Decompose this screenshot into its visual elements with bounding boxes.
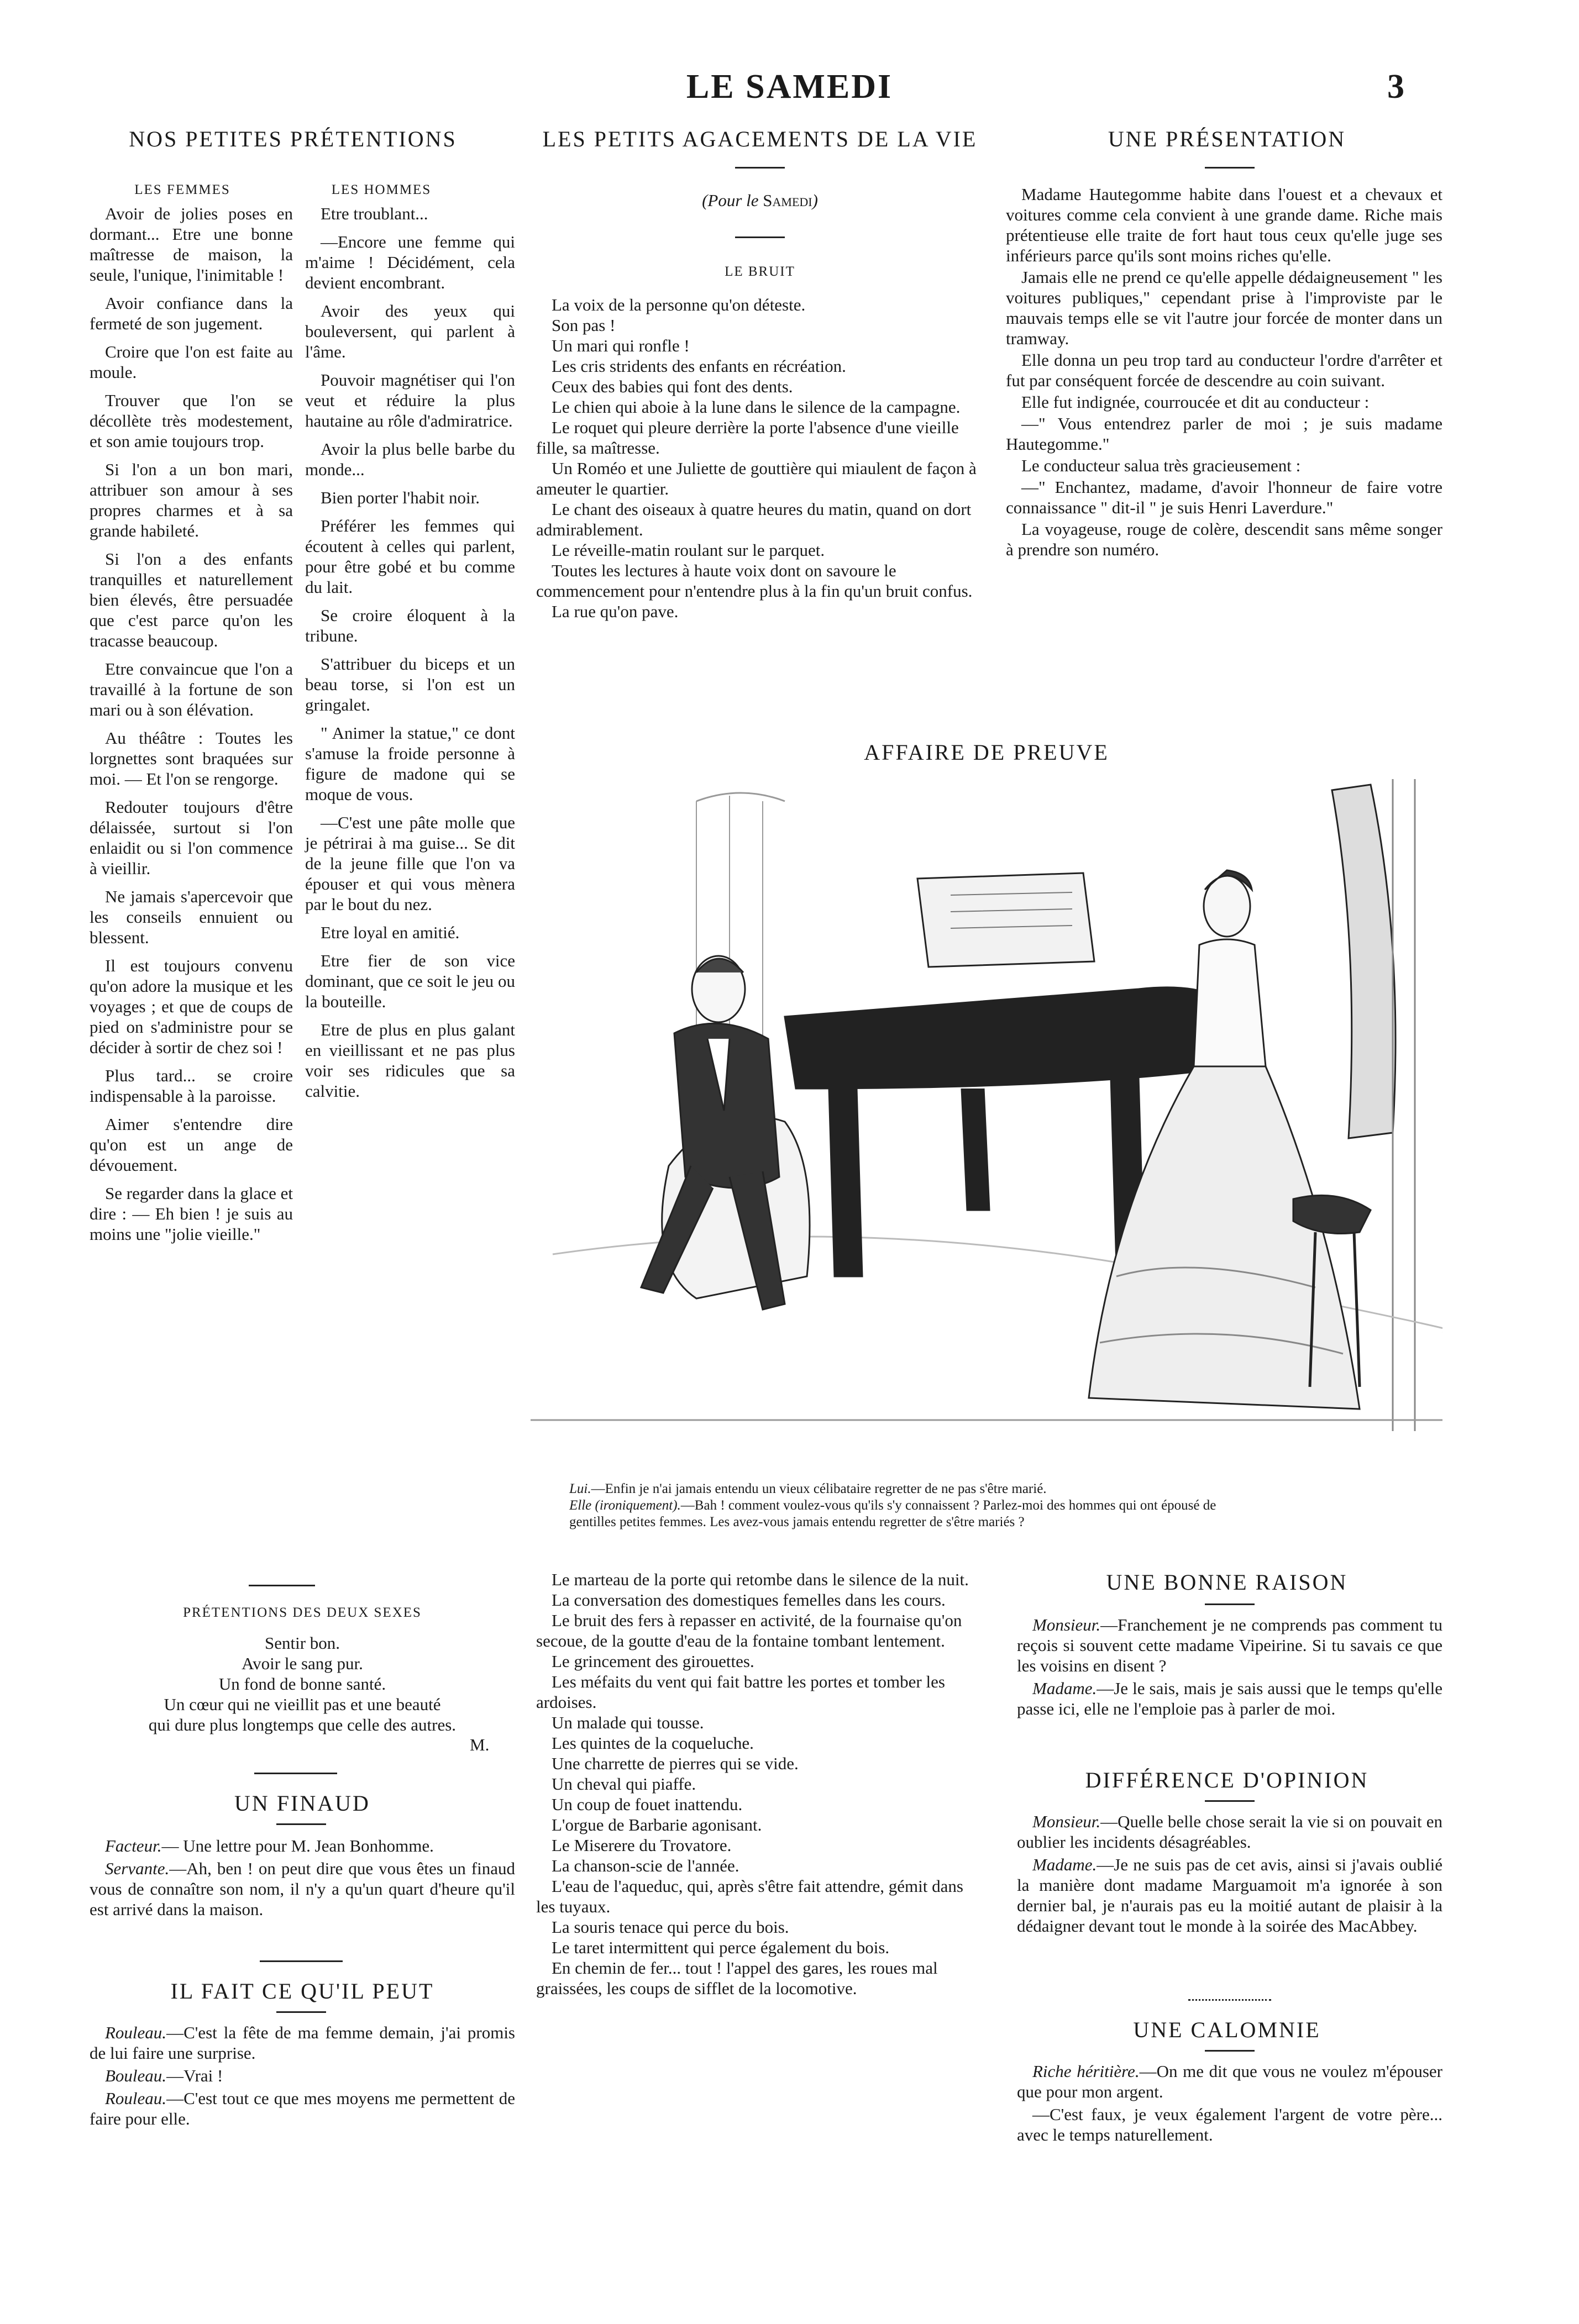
presentation-para: La voyageuse, rouge de colère, descendit sans même songer à prendre son numéro. xyxy=(1006,519,1442,559)
bruit-item: Un malade qui tousse. xyxy=(552,1713,704,1732)
presentation-para: —" Vous entendrez parler de moi ; je suis madame Hautegomme." xyxy=(1006,414,1442,454)
bruit-item: L'orgue de Barbarie agonisant. xyxy=(552,1815,762,1834)
dialogue-line xyxy=(90,2022,515,2063)
femmes-item: Plus tard... se croire indispensable à la paroisse. xyxy=(90,1066,293,1106)
femmes-item: Croire que l'on est faite au moule. xyxy=(90,342,293,382)
caption-elle xyxy=(569,1497,1216,1513)
agacements-title: LES PETITS AGACEMENTS DE LA VIE xyxy=(542,127,978,151)
presentation-para: Elle fut indignée, courroucée et dit au conducteur : xyxy=(1021,392,1370,412)
masthead-title: LE SAMEDI xyxy=(686,68,893,106)
caption-lui xyxy=(569,1481,1047,1497)
femmes-item: Il est toujours convenu qu'on adore la musique et les voyages ; et que de coups de pied on s'administre pour se décider à sortir de chez soi ! xyxy=(90,956,293,1057)
page-number: 3 xyxy=(1387,68,1404,106)
speaker: Madame. xyxy=(1032,1855,1097,1874)
dialogue-line xyxy=(90,1858,515,1920)
section-rule xyxy=(254,1773,337,1774)
presentation-para: Le conducteur salua très gracieusement : xyxy=(1021,456,1301,475)
presentation-para: Madame Hautegomme habite dans l'ouest et a chevaux et voitures comme cela convient à une grande dame. Riche mais prétentieuse elle traite de fort haut tous ceux qu'elle juge ses inférieurs parce qu'ils sont moins riches qu'elle. xyxy=(1006,185,1442,265)
hommes-item: " Animer la statue," ce dont s'amuse la froide personne à figure de madone qui se moque de vous. xyxy=(305,723,515,804)
bruit-item: En chemin de fer... tout ! l'appel des gares, les roues mal graissées, les coups de sifflet de la locomotive. xyxy=(536,1958,938,1998)
hommes-item: Etre loyal en amitié. xyxy=(321,923,460,942)
bruit-item: Le marteau de la porte qui retombe dans le silence de la nuit. xyxy=(552,1570,969,1589)
hommes-item: —C'est une pâte molle que je pétrirai à ma guise... Se dit de la jeune fille que l'on va épouser et qui vous mènera par le bout du nez. xyxy=(305,813,515,914)
presentation-para: Jamais elle ne prend ce qu'elle appelle dédaigneusement " les voitures publiques," cependant prise à l'improviste par le mauvais temps elle se vit l'autre jour forcée de monter dans un tramway. xyxy=(1006,267,1442,348)
dialogue-line xyxy=(1017,1678,1442,1719)
bruit-item: Les méfaits du vent qui fait battre les portes et tomber les ardoises. xyxy=(536,1672,945,1712)
pour-prefix: (Pour le xyxy=(702,191,763,210)
bruit-item: Une charrette de pierres qui se vide. xyxy=(552,1754,799,1773)
bruit-heading: LE BRUIT xyxy=(725,264,795,279)
pour-le-samedi xyxy=(531,191,989,211)
dialogue-text: —Ah, ben ! on peut dire que vous êtes un finaud vous de connaître son nom, il n'y a qu'un quart d'heure qu'il est arrivé dans la maison. xyxy=(90,1859,515,1919)
dialogue-line xyxy=(1017,1854,1442,1936)
dialogue-text: —C'est faux, je veux également l'argent de votre père... avec le temps naturellement. xyxy=(1017,2105,1442,2144)
dialogue-line xyxy=(90,1836,515,1856)
fait-dialogue xyxy=(90,2022,515,2131)
hommes-item: Etre fier de son vice dominant, que ce soit le jeu ou la bouteille. xyxy=(305,951,515,1011)
femmes-item: Ne jamais s'apercevoir que les conseils ennuient ou blessent. xyxy=(90,887,293,947)
caption-speaker: Lui. xyxy=(569,1481,591,1496)
bruit-list-top xyxy=(536,295,978,622)
finaud-title: UN FINAUD xyxy=(234,1791,370,1816)
bruit-item: La voix de la personne qu'on déteste. xyxy=(552,295,806,314)
femmes-item: Avoir confiance dans la fermeté de son jugement. xyxy=(90,293,293,333)
bruit-item: Le réveille-matin roulant sur le parquet. xyxy=(552,540,825,560)
femmes-item: Trouver que l'on se décollète très modestement, et son amie toujours trop. xyxy=(90,391,293,451)
speaker: Riche héritière. xyxy=(1032,2062,1140,2081)
femmes-item: Se regarder dans la glace et dire : — Eh bien ! je suis au moins une "jolie vieille." xyxy=(90,1184,293,1244)
speaker: Servante. xyxy=(105,1859,170,1878)
dialogue-text: —Je ne suis pas de cet avis, ainsi si j'avais oublié la manière dont madame Marguamoit m'a ignorée à son dernier bal, je n'aurais pas eu la moitié autant de plaisir à la dédaigner devant tout le monde à la soirée des MacAbbey. xyxy=(1017,1855,1442,1936)
title-rule xyxy=(1205,1800,1255,1802)
title-rule xyxy=(1205,1603,1255,1605)
speaker: Madame. xyxy=(1032,1679,1097,1698)
bruit-item: Son pas ! xyxy=(552,316,616,335)
femmes-item: Etre convaincue que l'on a travaillé à la fortune de son mari ou à son élévation. xyxy=(90,659,293,719)
title-rule xyxy=(735,167,785,169)
bruit-item: Un coup de fouet inattendu. xyxy=(552,1795,743,1814)
femmes-item: Si l'on a des enfants tranquilles et naturellement bien élevés, être persuadée que c'est parce qu'on les tracasse beaucoup. xyxy=(90,549,293,650)
dialogue-line xyxy=(90,2088,515,2129)
dialogue-line xyxy=(1017,2104,1442,2145)
title-rule xyxy=(276,1823,326,1825)
calomnie-dialogue xyxy=(1017,2061,1442,2147)
speaker: Monsieur. xyxy=(1032,1812,1101,1831)
dialogue-text: —C'est tout ce que mes moyens me permettent de faire pour elle. xyxy=(90,2089,515,2128)
speaker: Rouleau. xyxy=(105,2023,167,2042)
bruit-item: Le grincement des girouettes. xyxy=(552,1652,754,1671)
deux-sexes-line: Un fond de bonne santé. xyxy=(218,1674,386,1694)
preuve-title: AFFAIRE DE PREUVE xyxy=(864,740,1109,765)
hommes-item: Pouvoir magnétiser qui l'on veut et réduire la plus hautaine au rôle d'admiratrice. xyxy=(305,370,515,430)
bruit-item: L'eau de l'aqueduc, qui, après s'être fait attendre, gémit dans les tuyaux. xyxy=(536,1876,963,1916)
hommes-item: Se croire éloquent à la tribune. xyxy=(305,606,515,645)
section-rule xyxy=(1188,1999,1271,2001)
bruit-item: Le chant des oiseaux à quatre heures du matin, quand on dort admirablement. xyxy=(536,499,972,539)
opinion-title: DIFFÉRENCE D'OPINION xyxy=(1085,1768,1369,1792)
petites-pretentions-title: NOS PETITES PRÉTENTIONS xyxy=(129,127,457,151)
hommes-column xyxy=(305,203,515,1109)
finaud-dialogue xyxy=(90,1836,515,1922)
hommes-item: —Encore une femme qui m'aime ! Décidément, cela devient encombrant. xyxy=(305,232,515,292)
bruit-item: Un cheval qui piaffe. xyxy=(552,1774,696,1794)
femmes-column xyxy=(90,203,293,1252)
deux-sexes-line: Un cœur qui ne vieillit pas et une beauté xyxy=(164,1695,441,1714)
dialogue-text: —Franchement je ne comprends pas comment tu reçois si souvent cette madame Vipeirine. Si tu savais ce que les voisins en disent ? xyxy=(1017,1615,1442,1675)
title-rule xyxy=(1205,167,1255,169)
femmes-heading: LES FEMMES xyxy=(134,182,230,197)
femmes-item: Redouter toujours d'être délaissée, surtout si l'on enlaidit ou si l'on commence à vieillir. xyxy=(90,797,293,878)
deux-sexes-list xyxy=(90,1633,515,1735)
femmes-item: Aimer s'entendre dire qu'on est un ange de dévouement. xyxy=(90,1114,293,1175)
bruit-item: Le Miserere du Trovatore. xyxy=(552,1836,732,1855)
hommes-item: Etre troublant... xyxy=(321,204,428,223)
bruit-item: Le taret intermittent qui perce également du bois. xyxy=(552,1938,890,1957)
caption-text: —Bah ! comment voulez-vous qu'ils s'y connaissent ? Parlez-moi des hommes qui ont épousé de xyxy=(680,1498,1216,1513)
dialogue-line xyxy=(1017,2061,1442,2102)
pour-suffix: ) xyxy=(812,191,818,210)
hommes-item: Bien porter l'habit noir. xyxy=(321,488,480,507)
bruit-item: Le bruit des fers à repasser en activité, de la fournaise qu'on secoue, de la goutte d'eau de la fontaine tombant lentement. xyxy=(536,1611,962,1650)
deux-sexes-line: qui dure plus longtemps que celle des autres. xyxy=(148,1715,457,1734)
speaker: Bouleau. xyxy=(105,2066,167,2085)
deux-sexes-line: Sentir bon. xyxy=(264,1633,340,1653)
femmes-item: Avoir de jolies poses en dormant... Etre une bonne maîtresse de maison, la seule, l'unique, l'inimitable ! xyxy=(90,204,293,285)
bruit-item: Le roquet qui pleure derrière la porte l'absence d'une vieille fille, sa maîtresse. xyxy=(536,418,959,458)
bruit-item: Le chien qui aboie à la lune dans le silence de la campagne. xyxy=(552,397,961,417)
hommes-item: Avoir des yeux qui bouleversent, qui parlent à l'âme. xyxy=(305,301,515,361)
deux-sexes-line: Avoir le sang pur. xyxy=(242,1654,363,1673)
dialogue-text: —Quelle belle chose serait la vie si on pouvait en oublier les incidents désagréables. xyxy=(1017,1812,1442,1852)
femmes-item: Si l'on a un bon mari, attribuer son amour à ses propres charmes et à sa grande habileté. xyxy=(90,460,293,540)
bruit-item: La conversation des domestiques femelles dans les cours. xyxy=(552,1590,946,1610)
dialogue-line xyxy=(90,2065,515,2086)
bruit-item: Un mari qui ronfle ! xyxy=(552,336,690,355)
hommes-item: Préférer les femmes qui écoutent à celles qui parlent, pour être gobé et bu comme du lait. xyxy=(305,516,515,597)
bruit-list-bottom xyxy=(536,1569,978,1999)
deux-sexes-heading: PRÉTENTIONS DES DEUX SEXES xyxy=(183,1605,422,1620)
fait-title: IL FAIT CE QU'IL PEUT xyxy=(170,1979,434,2004)
bruit-item: Les quintes de la coqueluche. xyxy=(552,1733,754,1753)
raison-dialogue xyxy=(1017,1615,1442,1721)
pour-name: Samedi xyxy=(763,191,812,210)
bruit-item: La rue qu'on pave. xyxy=(552,602,679,621)
presentation-para: —" Enchantez, madame, d'avoir l'honneur de faire votre connaissance " dit-il " je suis Henri Laverdure." xyxy=(1006,477,1442,517)
piano-illustration xyxy=(531,779,1442,1470)
caption-speaker: Elle (ironiquement). xyxy=(569,1498,681,1513)
hommes-item: Avoir la plus belle barbe du monde... xyxy=(305,439,515,479)
speaker: Facteur. xyxy=(105,1836,162,1855)
hommes-item: Etre de plus en plus galant en vieillissant et ne pas plus voir ses ridicules que sa calvitie. xyxy=(305,1020,515,1101)
opinion-dialogue xyxy=(1017,1811,1442,1938)
bruit-item: Les cris stridents des enfants en récréation. xyxy=(552,356,846,376)
dialogue-text: —Vrai ! xyxy=(166,2066,223,2085)
bruit-item: Ceux des babies qui font des dents. xyxy=(552,377,793,396)
section-rule xyxy=(260,1960,343,1962)
raison-title: UNE BONNE RAISON xyxy=(1106,1570,1348,1595)
hommes-heading: LES HOMMES xyxy=(331,182,432,197)
femmes-item: Au théâtre : Toutes les lorgnettes sont braquées sur moi. — Et l'on se rengorge. xyxy=(90,728,293,788)
bruit-item: La chanson-scie de l'année. xyxy=(552,1856,739,1875)
bruit-item: La souris tenace qui perce du bois. xyxy=(552,1917,789,1937)
dialogue-line xyxy=(1017,1811,1442,1852)
signature: M. xyxy=(470,1735,490,1754)
dialogue-text: —C'est la fête de ma femme demain, j'ai promis de lui faire une surprise. xyxy=(90,2023,515,2063)
title-rule xyxy=(735,236,785,238)
speaker: Monsieur. xyxy=(1032,1615,1101,1634)
bruit-item: Toutes les lectures à haute voix dont on savoure le commencement pour n'entendre plus à la fin qu'un bruit confus. xyxy=(536,561,973,601)
dialogue-line xyxy=(1017,1615,1442,1676)
section-rule xyxy=(249,1585,315,1586)
presentation-text xyxy=(1006,184,1442,561)
dialogue-text: — Une lettre pour M. Jean Bonhomme. xyxy=(161,1836,434,1855)
bruit-item: Un Roméo et une Juliette de gouttière qui miaulent de façon à ameuter le quartier. xyxy=(536,459,977,498)
hommes-item: S'attribuer du biceps et un beau torse, si l'on est un gringalet. xyxy=(305,654,515,714)
caption-elle-cont: gentilles petites femmes. Les avez-vous jamais entendu regretter de s'être mariés ? xyxy=(569,1515,1025,1529)
speaker: Rouleau. xyxy=(105,2089,167,2108)
calomnie-title: UNE CALOMNIE xyxy=(1133,2017,1321,2042)
presentation-para: Elle donna un peu trop tard au conducteur l'ordre d'arrêter et fut par conséquent forcée de descendre au coin suivant. xyxy=(1006,350,1442,390)
dialogue-text: —On me dit que vous ne voulez m'épouser que pour mon argent. xyxy=(1017,2062,1442,2101)
title-rule xyxy=(276,2011,326,2013)
title-rule xyxy=(1205,2050,1255,2052)
presentation-title: UNE PRÉSENTATION xyxy=(1108,127,1346,151)
caption-text: —Enfin je n'ai jamais entendu un vieux célibataire regretter de ne pas s'être marié. xyxy=(591,1481,1047,1496)
dialogue-text: —Je le sais, mais je sais aussi que le temps qu'elle passe ici, elle ne l'emploie pas à parler de moi. xyxy=(1017,1679,1442,1718)
